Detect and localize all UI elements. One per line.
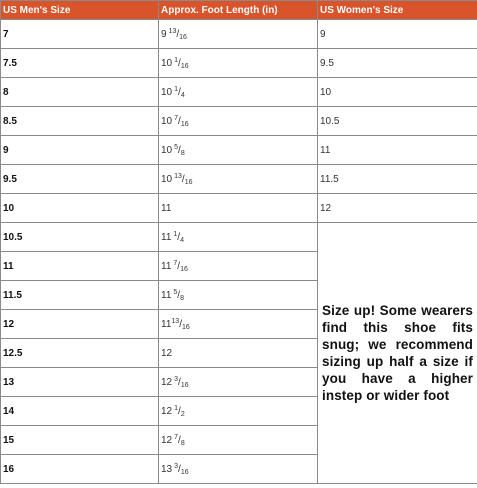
foot-length-cell [159,20,318,49]
foot-length-cell [159,194,318,223]
foot-length-whole: 10 [161,173,173,185]
womens-size-cell: 12 [318,194,477,223]
foot-length-whole: 12 [161,376,173,388]
fraction-denominator: 2 [180,410,185,418]
fraction-slash: / [178,405,181,417]
foot-length-whole: 9 [161,28,167,40]
fraction-denominator: 16 [180,381,189,389]
header-us-mens-size: US Men's Size [1,1,159,20]
foot-length-whole: 10 [161,144,173,156]
foot-length-cell [159,165,318,194]
header-row [1,1,477,20]
foot-length-cell [159,107,318,136]
foot-length-cell [159,252,318,281]
foot-length-cell [159,310,318,339]
table-row [1,78,477,107]
fraction-denominator: 8 [180,149,185,157]
womens-size-cell: 10 [318,78,477,107]
table-row [1,20,477,49]
mens-size-cell: 8 [1,78,159,107]
header-foot-length: Approx. Foot Length (in) [159,1,318,20]
mens-size-cell: 9.5 [1,165,159,194]
fraction-denominator: 16 [180,468,189,476]
mens-size-cell: 16 [1,455,159,484]
mens-size-cell: 9 [1,136,159,165]
fraction-numerator: 1 [174,85,179,93]
mens-size-cell: 10.5 [1,223,159,252]
foot-length-whole: 12 [161,405,173,417]
fraction-denominator: 16 [180,120,189,128]
foot-length-cell [159,397,318,426]
fraction-numerator: 3 [174,462,179,470]
foot-length-cell [159,339,318,368]
fraction-slash: / [178,57,181,69]
womens-size-cell: 9 [318,20,477,49]
mens-size-cell: 12.5 [1,339,159,368]
fraction-numerator: 13 [171,317,180,325]
fraction-slash: / [178,434,181,446]
foot-length-whole: 11 [161,289,172,301]
fraction-slash: / [179,318,182,330]
fraction-slash: / [177,231,181,243]
fraction-denominator: 16 [180,265,188,273]
fraction-denominator: 8 [180,294,184,302]
table-row [1,49,477,78]
table-row [1,136,477,165]
fraction-numerator: 1 [174,404,179,412]
fraction-numerator: 1 [174,56,179,64]
fraction-numerator: 7 [174,114,179,122]
foot-length-cell [159,78,318,107]
mens-size-cell: 7.5 [1,49,159,78]
foot-length-whole: 11 [161,202,172,214]
mens-size-cell: 14 [1,397,159,426]
fraction-slash: / [181,173,185,185]
mens-size-cell: 8.5 [1,107,159,136]
fraction-denominator: 16 [179,33,187,41]
foot-length-cell [159,281,318,310]
foot-length-cell [159,426,318,455]
header-us-womens-size: US Women's Size [318,1,477,20]
fraction-numerator: 1 [173,230,178,238]
foot-length-whole: 10 [161,86,173,98]
table-row [1,107,477,136]
mens-size-cell: 11.5 [1,281,159,310]
mens-size-cell: 15 [1,426,159,455]
womens-size-cell: 11 [318,136,477,165]
foot-length-whole: 12 [161,434,173,446]
fraction-numerator: 5 [174,143,179,151]
table-row [1,223,477,252]
foot-length-whole: 10 [161,115,173,127]
foot-length-whole: 10 [161,57,173,69]
fraction-slash: / [178,463,181,475]
mens-size-cell: 10 [1,194,159,223]
size-chart-body [1,20,477,484]
mens-size-cell: 11 [1,252,159,281]
table-row [1,165,477,194]
foot-length-whole: 11 [161,231,172,243]
fraction-denominator: 4 [180,236,184,244]
mens-size-cell: 13 [1,368,159,397]
foot-length-whole: 11 [161,318,172,330]
foot-length-cell [159,223,318,252]
foot-length-cell [159,49,318,78]
fraction-numerator: 13 [168,27,177,35]
fraction-slash: / [178,144,181,156]
fraction-denominator: 8 [180,439,185,447]
fraction-denominator: 16 [181,323,190,331]
fraction-slash: / [178,376,181,388]
fraction-slash: / [178,86,181,98]
foot-length-cell [159,368,318,397]
fraction-slash: / [178,115,181,127]
foot-length-whole: 11 [161,260,172,272]
mens-size-cell: 7 [1,20,159,49]
womens-size-cell: 10.5 [318,107,477,136]
fraction-numerator: 5 [173,288,178,296]
womens-size-cell: 11.5 [318,165,477,194]
size-up-note: Size up! Some wearers find this shoe fits snug; we recommend sizing up half a size if you have a higher instep or wider foot [318,223,477,484]
fraction-slash: / [177,289,181,301]
table-row [1,194,477,223]
fraction-denominator: 16 [180,62,189,70]
fraction-numerator: 7 [173,259,178,267]
fraction-slash: / [177,260,181,272]
fraction-slash: / [176,28,180,40]
womens-size-cell: 9.5 [318,49,477,78]
foot-length-whole: 13 [161,463,173,475]
fraction-denominator: 16 [184,178,193,186]
mens-size-cell: 12 [1,310,159,339]
fraction-denominator: 4 [180,91,185,99]
fraction-numerator: 7 [174,433,179,441]
fraction-numerator: 3 [174,375,179,383]
foot-length-cell [159,136,318,165]
foot-length-whole: 12 [161,347,173,359]
fraction-numerator: 13 [174,172,182,180]
foot-length-cell [159,455,318,484]
